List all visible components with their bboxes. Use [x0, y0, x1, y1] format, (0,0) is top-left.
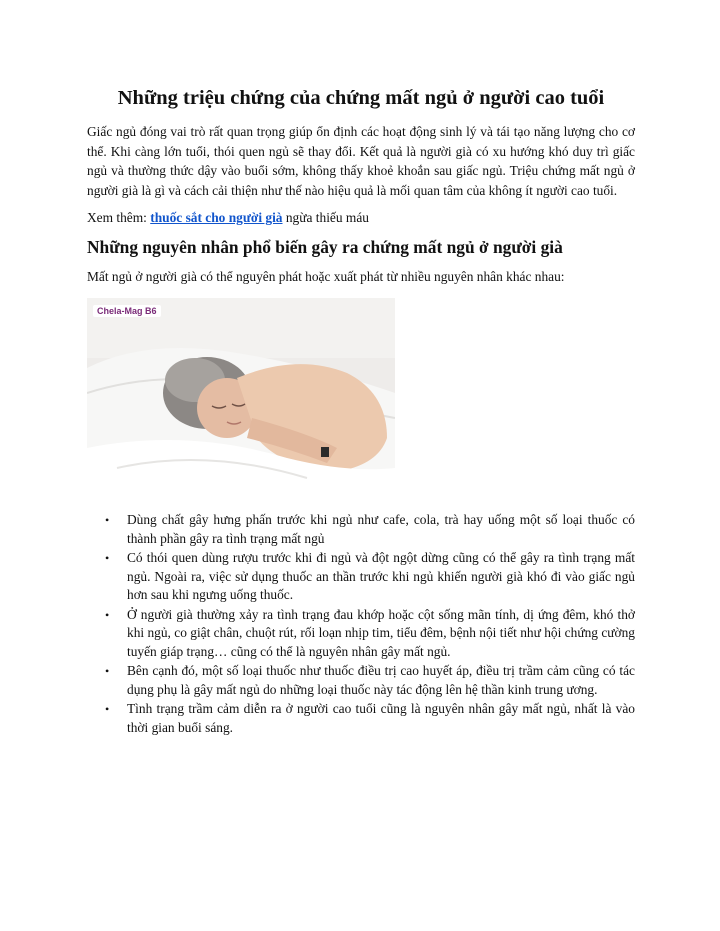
section-intro: Mất ngủ ở người già có thể nguyên phát hoặc xuất phát từ nhiều nguyên nhân khác nhau:	[87, 268, 565, 284]
list-item	[87, 662, 635, 699]
list-item	[87, 700, 635, 737]
list-item-text: Tình trạng trầm cảm diễn ra ở người cao tuổi cũng là nguyên nhân gây mất ngủ, nhất là vào thời gian buổi sáng.	[127, 701, 635, 735]
list-item-text: Ở người già thường xảy ra tình trạng đau khớp hoặc cột sống mãn tính, dị ứng đêm, khó thở khi ngủ, co giật chân, chuột rút, rối loạn nhịp tim, tiểu đêm, bệnh nội tiết như hội chứng cường tuyến giáp trạng… cũng có thể là nguyên nhân gây mất ngủ.	[127, 606, 635, 659]
list-item	[87, 511, 635, 548]
bullet-icon: •	[105, 607, 110, 622]
bullet-icon: •	[105, 513, 110, 527]
see-also-prefix: Xem thêm:	[87, 210, 151, 225]
see-also-link[interactable]: thuốc sắt cho người già	[150, 210, 283, 225]
section-heading: Những nguyên nhân phổ biến gây ra chứng mất ngủ ở người già	[87, 236, 563, 257]
list-item	[87, 549, 635, 605]
list-item-text: Dùng chất gây hưng phấn trước khi ngủ như cafe, cola, trà hay uống một số loại thuốc có thành phần gây ra tình trạng mất ngủ	[127, 512, 635, 546]
list-item	[87, 606, 635, 662]
article-body	[87, 84, 635, 738]
list-item-text: Bên cạnh đó, một số loại thuốc như thuốc điều trị cao huyết áp, điều trị trầm cảm cũng có tác dụng phụ là gây mất ngủ do những loại thuốc này tác động lên hệ thần kinh trung ương.	[127, 663, 635, 697]
see-also-line	[87, 208, 635, 228]
photo-illustration	[87, 298, 395, 499]
bullet-icon: •	[105, 702, 110, 716]
article-title: Những triệu chứng của chứng mất ngủ ở người cao tuổi	[117, 87, 605, 109]
list-item-text: Có thói quen dùng rượu trước khi đi ngủ và đột ngột dừng cũng có thể gây ra tình trạng mất ngủ. Ngoài ra, việc sử dụng thuốc an thần trước khi ngủ khiến người già khó đi vào giấc ngủ hơn sau khi ngưng uống thuốc.	[127, 550, 635, 602]
see-also-suffix: ngừa thiếu máu	[282, 210, 369, 225]
bullet-icon: •	[105, 551, 110, 565]
causes-list	[87, 511, 635, 737]
bullet-icon: •	[105, 664, 110, 678]
sleeping-woman-photo	[87, 298, 395, 499]
brand-label: Chela-Mag B6	[93, 305, 161, 317]
intro-paragraph: Giấc ngủ đóng vai trò rất quan trọng giúp ổn định các hoạt động sinh lý và tái tạo năng lượng cho cơ thể. Khi càng lớn tuổi, thói quen ngủ sẽ thay đổi. Kết quả là người già có xu hướng khó duy trì giấc ngủ và thường thức dậy vào buổi sớm, không thấy khoẻ khoắn sau giấc ngủ. Triệu chứng mất ngủ ở người già là gì và cách cải thiện như thế nào hiệu quả là mối quan tâm của không ít người cao tuổi.	[87, 124, 635, 198]
